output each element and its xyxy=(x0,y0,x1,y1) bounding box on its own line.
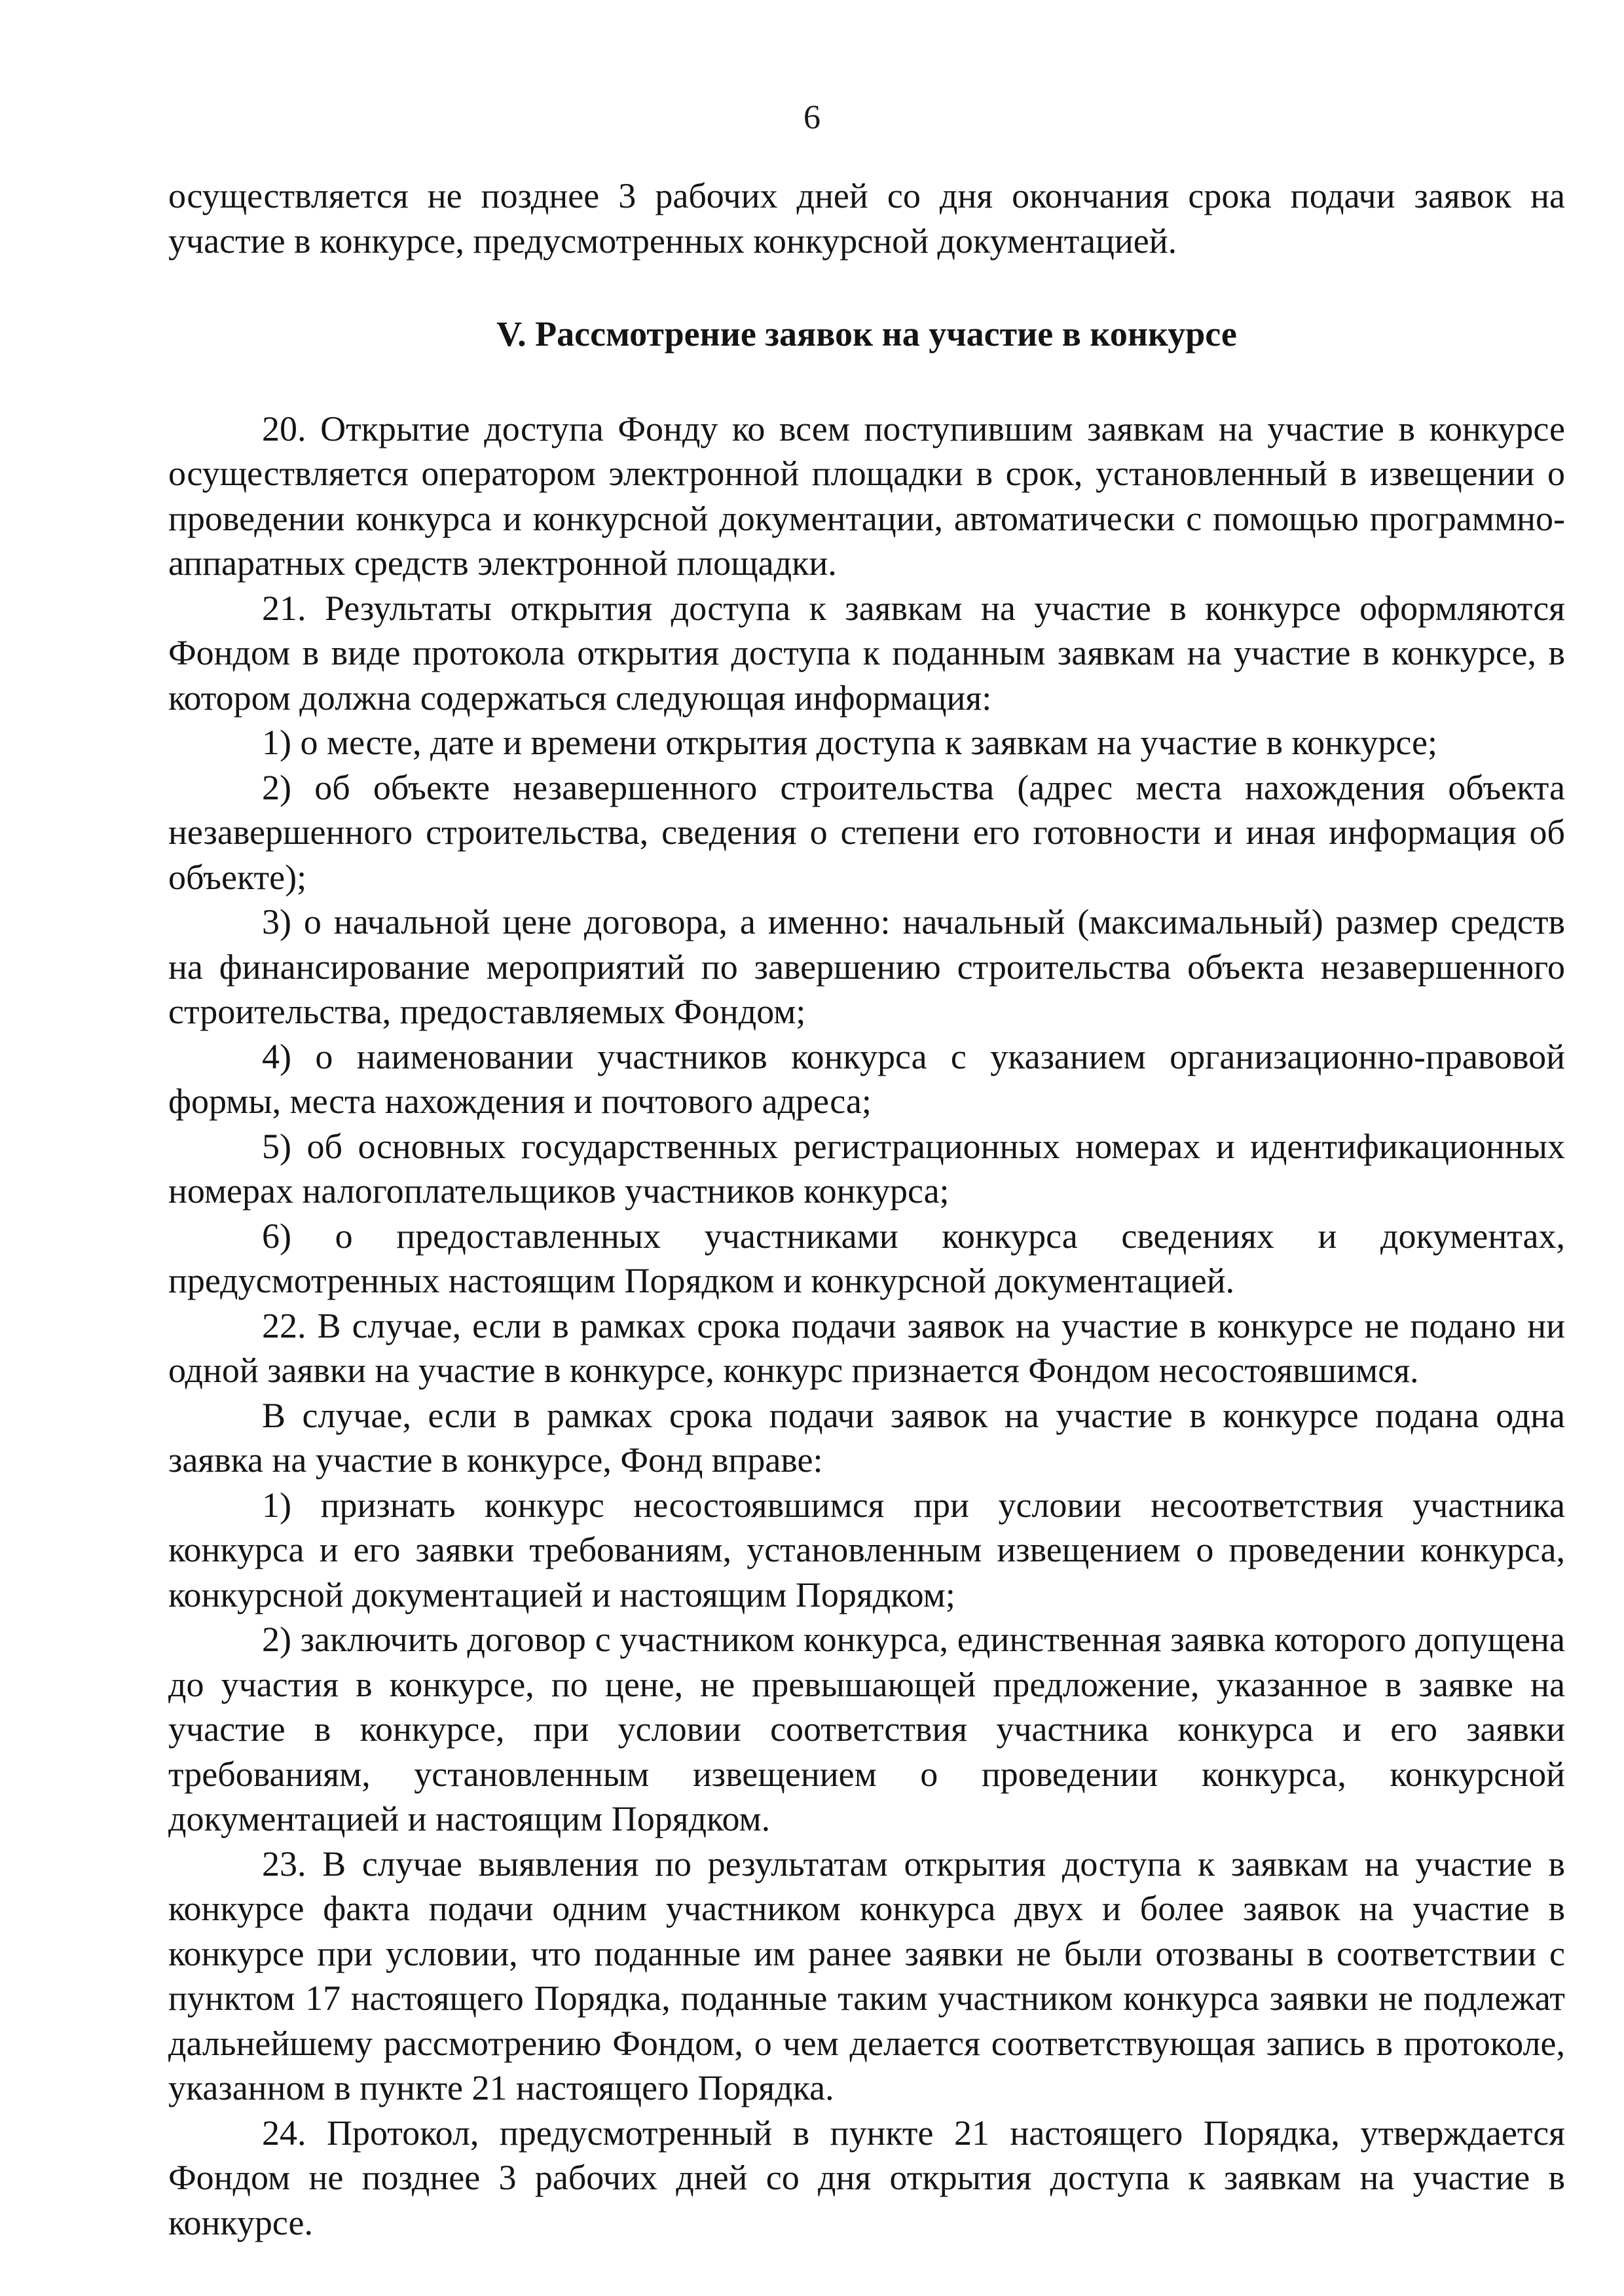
paragraph-21-item-4: 4) о наименовании участников конкурса с указанием организационно-правовой формы, места нахождения и почтового адреса; xyxy=(168,1036,1565,1121)
paragraph-23: 23. В случае выявления по результатам открытия доступа к заявкам на участие в конкурсе факта подачи одним участником конкурса двух и более заявок на участие в конкурсе при условии, что поданные им ранее заявки не были отозваны в соответствии с пунктом 17 настоящего Порядка, поданные таким участником конкурса заявки не подлежат дальнейшему рассмотрению Фондом, о чем делается соответствующая запись в протоколе, указанном в пункте 21 настоящего Порядка. xyxy=(168,1844,1565,2107)
paragraph-22-second: В случае, если в рамках срока подачи заявок на участие в конкурсе подана одна заявка на участие в конкурсе, Фонд вправе: xyxy=(168,1395,1565,1480)
paragraph-21-item-5: 5) об основных государственных регистрационных номерах и идентификационных номерах налогоплательщиков участников конкурса; xyxy=(168,1126,1565,1211)
paragraph-24: 24. Протокол, предусмотренный в пункте 21 настоящего Порядка, утверждается Фондом не позднее 3 рабочих дней со дня открытия доступа к заявкам на участие в конкурсе. xyxy=(168,2113,1565,2242)
document-body xyxy=(168,173,1565,2245)
paragraph-21: 21. Результаты открытия доступа к заявкам на участие в конкурсе оформляются Фондом в виде протокола открытия доступа к поданным заявкам на участие в конкурсе, в котором должна содержаться следующая информация: xyxy=(168,588,1565,718)
paragraph-21-item-2: 2) об объекте незавершенного строительства (адрес места нахождения объекта незавершенного строительства, сведения о степени его готовности и иная информация об объекте); xyxy=(168,767,1565,897)
paragraph-22: 22. В случае, если в рамках срока подачи заявок на участие в конкурсе не подано ни одной заявки на участие в конкурсе, конкурс признается Фондом несостоявшимся. xyxy=(168,1305,1565,1390)
paragraph-20: 20. Открытие доступа Фонду ко всем поступившим заявкам на участие в конкурсе осуществляется оператором электронной площадки в срок, установленный в извещении о проведении конкурса и конкурсной документации, автоматически с помощью программно-аппаратных средств электронной площадки. xyxy=(168,409,1565,583)
paragraph-21-item-6: 6) о предоставленных участниками конкурса сведениях и документах, предусмотренных настоящим Порядком и конкурсной документацией. xyxy=(168,1216,1565,1300)
paragraph-22-item-2: 2) заключить договор с участником конкурса, единственная заявка которого допущена до участия в конкурсе, по цене, не превышающей предложение, указанное в заявке на участие в конкурсе, при условии соответствия участника конкурса и его заявки требованиям, установленным извещением о проведении конкурса, конкурсной документацией и настоящим Порядком. xyxy=(168,1620,1565,1838)
paragraph-21-item-3: 3) о начальной цене договора, а именно: начальный (максимальный) размер средств на финансирование мероприятий по завершению строительства объекта незавершенного строительства, предоставляемых Фондом; xyxy=(168,902,1565,1031)
page-number: 6 xyxy=(803,99,821,136)
paragraph-intro: осуществляется не позднее 3 рабочих дней со дня окончания срока подачи заявок на участие в конкурсе, предусмотренных конкурсной документацией. xyxy=(168,176,1565,261)
section-heading: V. Рассмотрение заявок на участие в конкурсе xyxy=(496,314,1237,354)
paragraph-22-item-1: 1) признать конкурс несостоявшимся при условии несоответствия участника конкурса и его заявки требованиям, установленным извещением о проведении конкурса, конкурсной документацией и настоящим Порядком; xyxy=(168,1485,1565,1614)
paragraph-21-item-1: 1) о месте, дате и времени открытия доступа к заявкам на участие в конкурсе; xyxy=(262,723,1437,762)
